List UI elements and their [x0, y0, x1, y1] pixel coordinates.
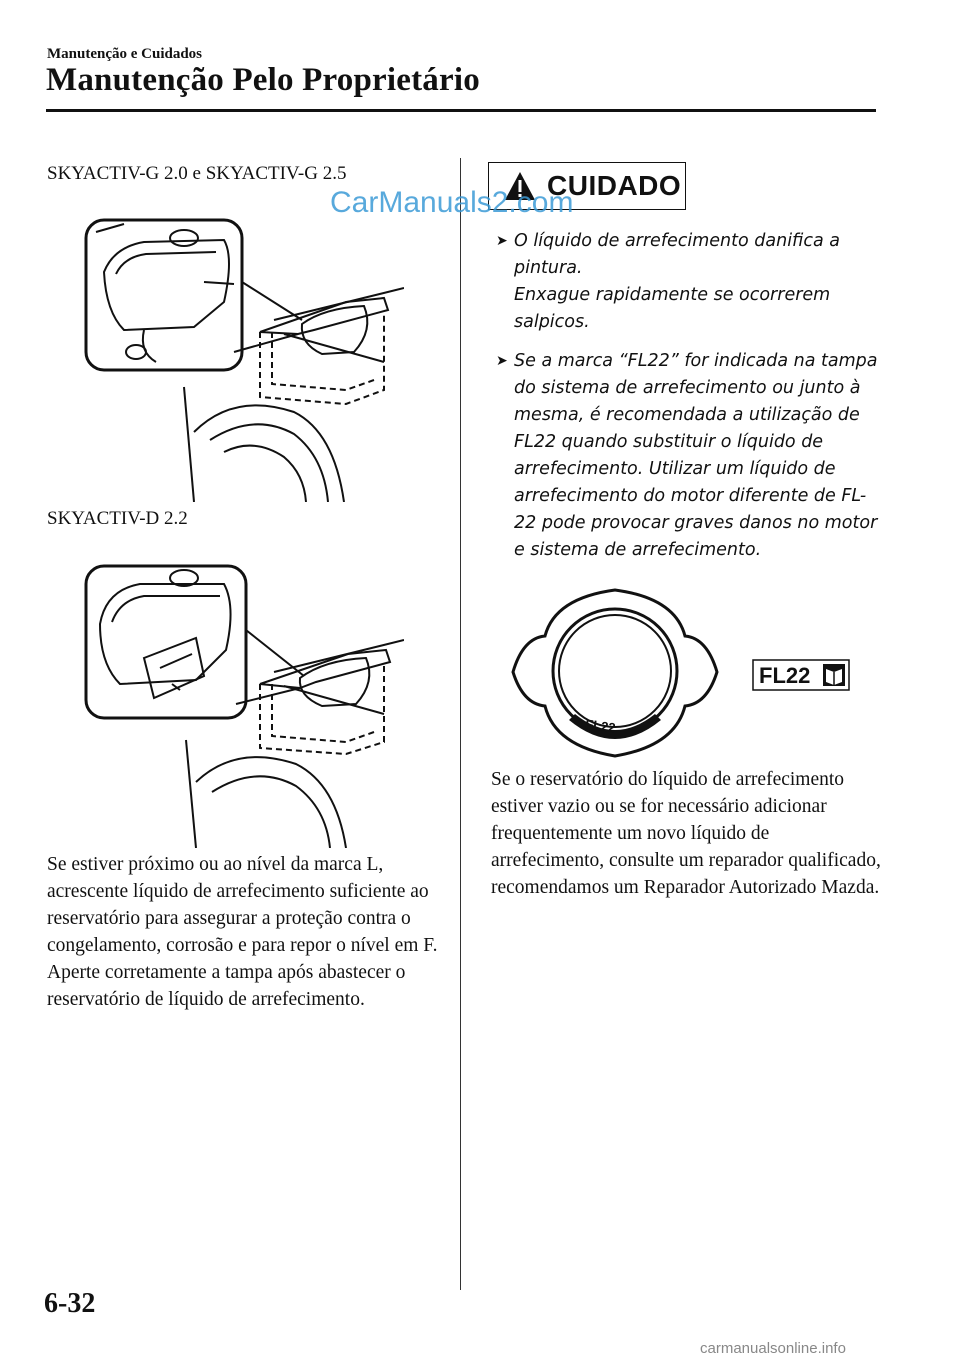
page-number: 6-32	[44, 1288, 96, 1319]
subhead-skyactiv-d: SKYACTIV-D 2.2	[47, 508, 188, 529]
fl22-label-text: FL22	[759, 663, 811, 688]
cap-mark-text: FL22	[584, 716, 617, 736]
right-body-text: Se o reservatório do líquido de arrefecimento estiver vazio ou se for necessário adicionar frequentemente um novo líquido de arrefecimento, consulte um reparador qualificado, recomendamos um Reparador Autorizado Mazda.	[491, 769, 881, 898]
coolant-reservoir-figure-d	[84, 558, 404, 848]
column-divider	[460, 158, 461, 1290]
arrow-bullet-icon: ➤	[496, 233, 508, 249]
title-rule	[46, 109, 876, 112]
section-label: Manutenção e Cuidados	[47, 46, 203, 62]
arrow-bullet-icon: ➤	[496, 353, 508, 369]
watermark: CarManuals2.com	[330, 186, 574, 219]
caution-item	[496, 348, 886, 564]
footer-site: carmanualsonline.info	[700, 1340, 846, 1357]
caution-label: CUIDADO	[547, 170, 682, 201]
cap-tighten-paragraph: Aperte corretamente a tampa após abastecer o reservatório de líquido de arrefecimento.	[47, 962, 406, 1010]
caution-item-text-2: Enxague rapidamente se ocorrerem salpicos.	[514, 285, 831, 332]
caution-item-text: Se a marca “FL22” for indicada na tampa do sistema de arrefecimento ou junto à mesma, é recomendada a utilização de FL22 quando substituir o líquido de arrefecimento. Utilizar um líquido de arrefecimento do motor diferente de FL-22 pode provocar graves danos no motor e sistema de arrefecimento.	[514, 351, 878, 560]
radiator-cap-figure	[505, 588, 865, 758]
coolant-reservoir-figure-g	[84, 212, 404, 502]
left-body-text	[47, 851, 447, 1013]
coolant-fill-paragraph: Se estiver próximo ou ao nível da marca L, acrescente líquido de arrefecimento suficiente ao reservatório para assegurar a proteção contra o congelamento, corrosão e para repor o nível em F.	[47, 854, 438, 956]
caution-item-text: O líquido de arrefecimento danifica a pintura.	[514, 231, 840, 278]
page-title: Manutenção Pelo Proprietário	[46, 62, 480, 98]
subhead-skyactiv-g: SKYACTIV-G 2.0 e SKYACTIV-G 2.5	[47, 163, 347, 184]
caution-list	[496, 228, 886, 576]
caution-item	[496, 228, 886, 336]
